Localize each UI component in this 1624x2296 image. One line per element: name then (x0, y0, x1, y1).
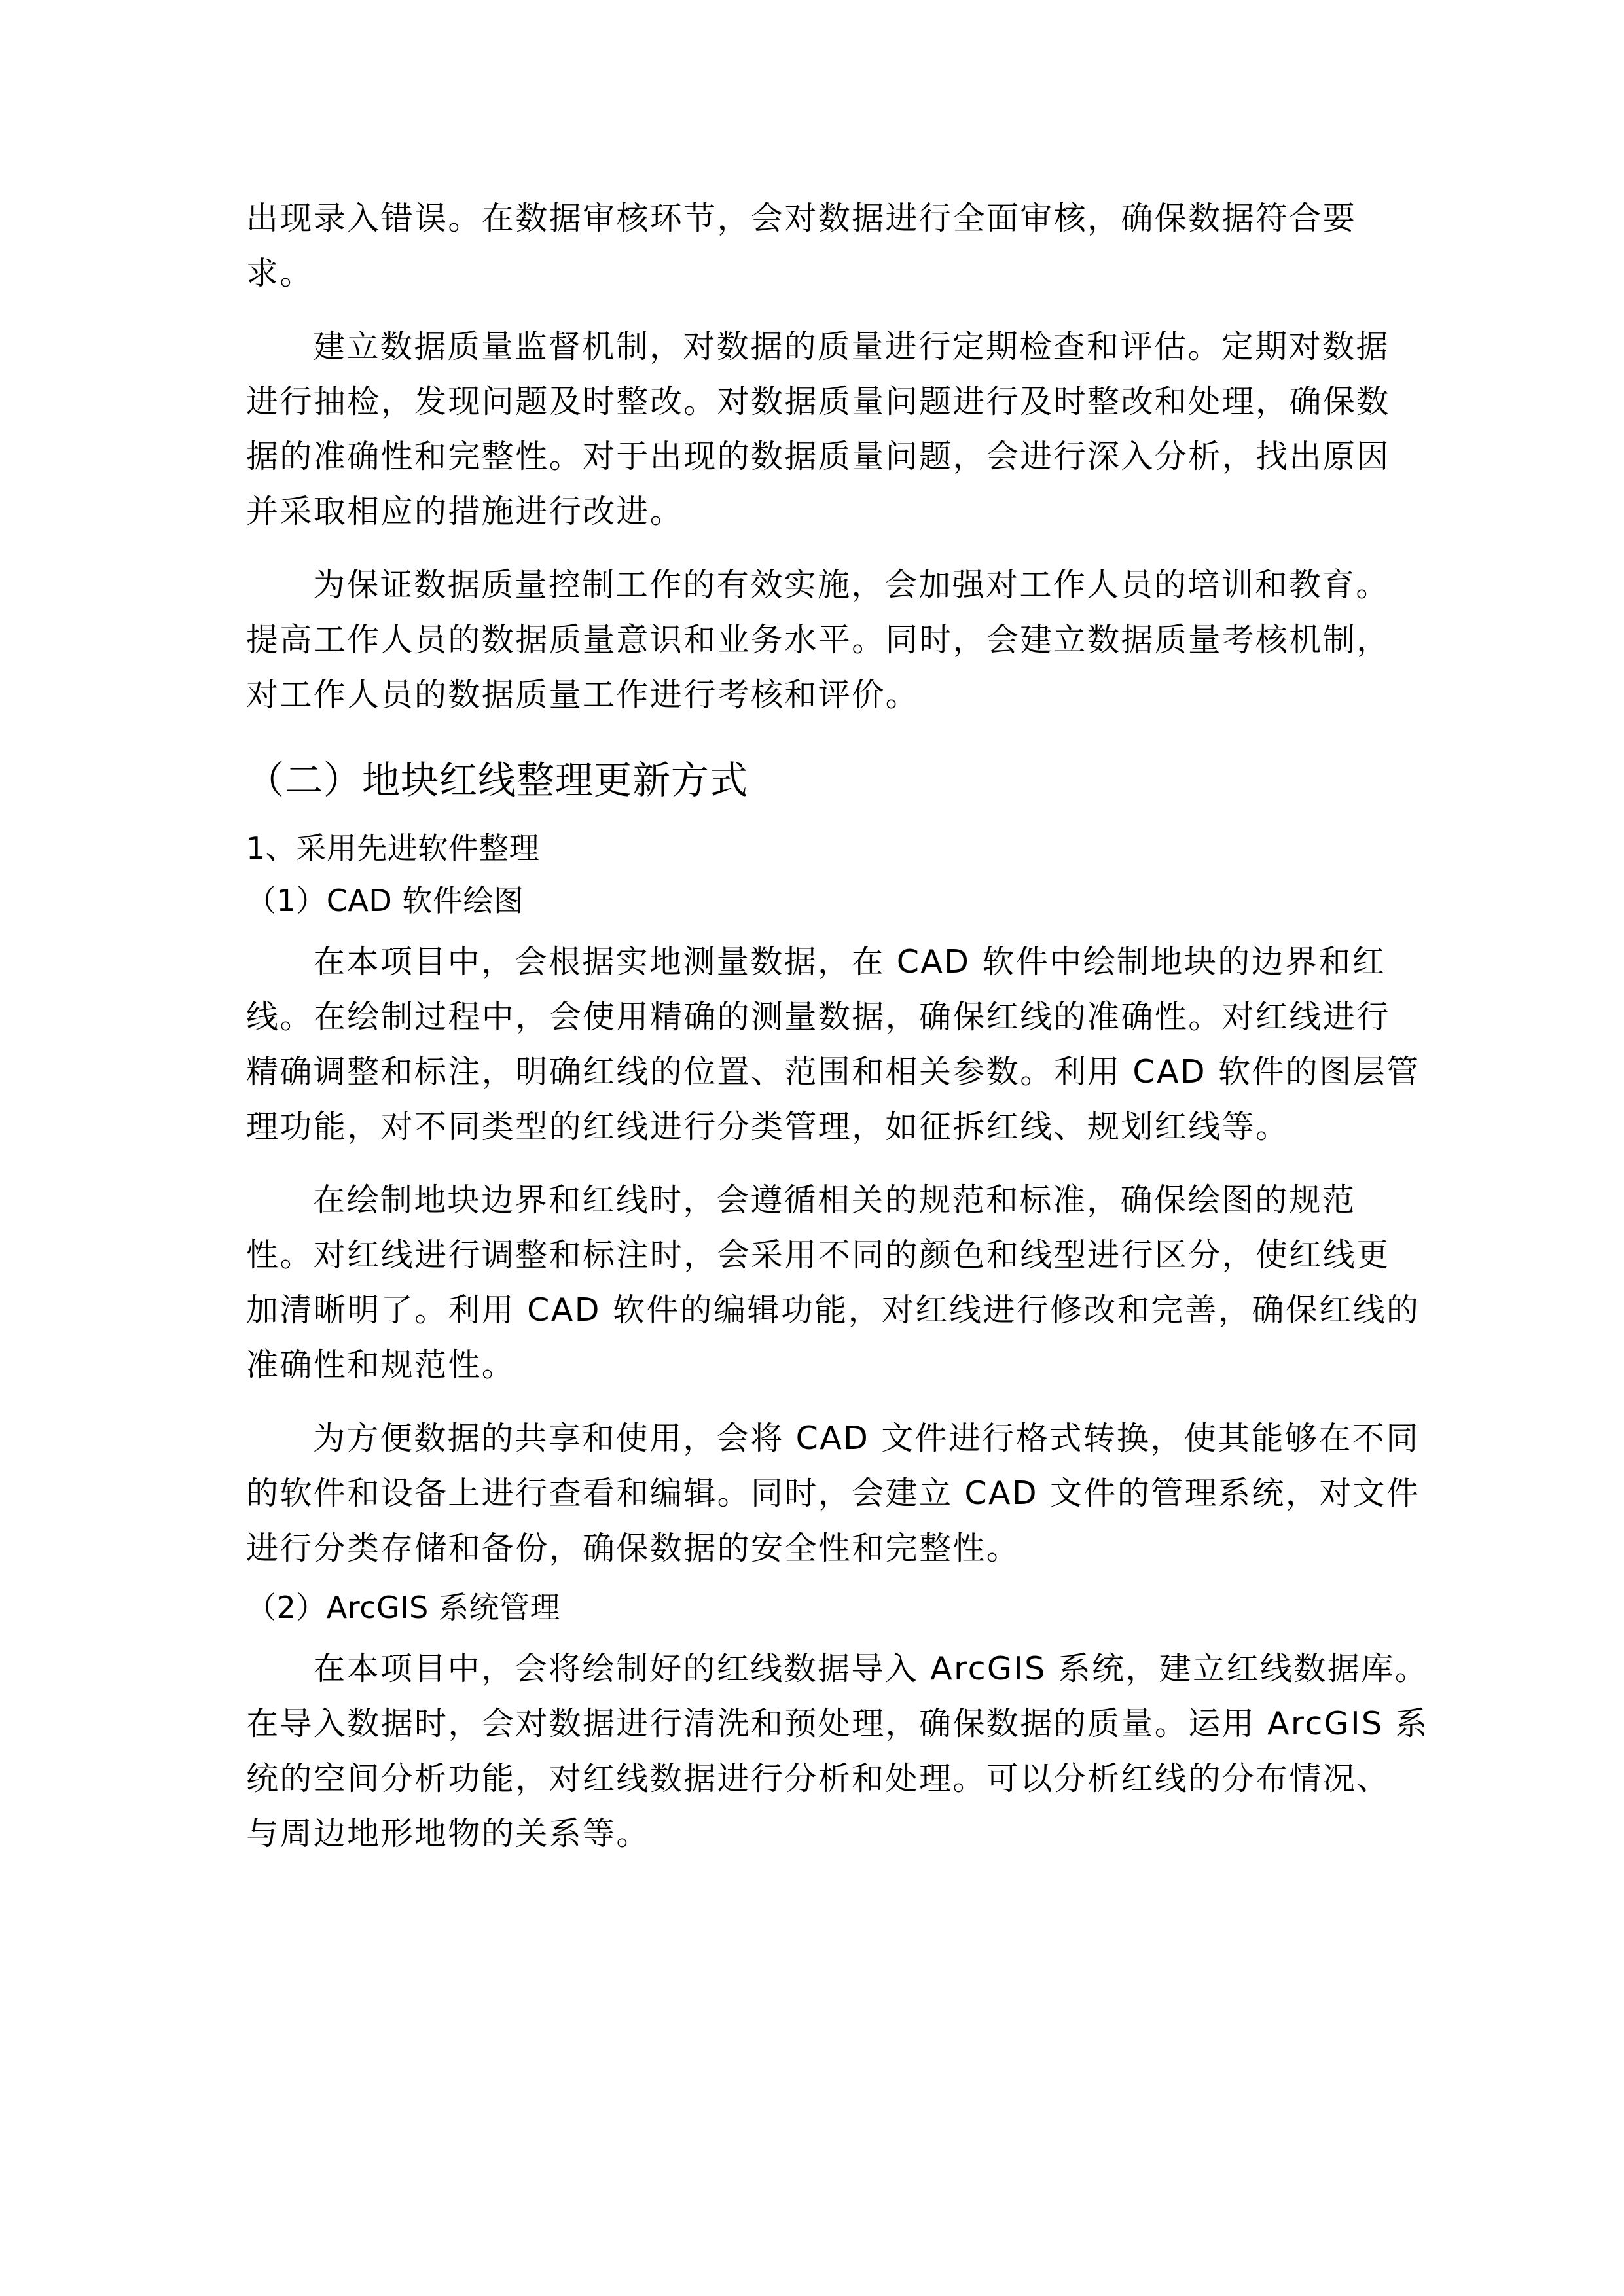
text-line: 与周边地形地物的关系等。 (246, 1815, 650, 1852)
text-line: 为保证数据质量控制工作的有效实施，会加强对工作人员的培训和教育。 (313, 566, 1390, 603)
paragraph-cad-drawing (246, 935, 1420, 1155)
text-line: 建立数据质量监督机制，对数据的质量进行定期检查和评估。定期对数据 (313, 328, 1390, 365)
text-line: 性。对红线进行调整和标注时，会采用不同的颜色和线型进行区分，使红线更 (246, 1236, 1390, 1274)
text-line: 为方便数据的共享和使用，会将 CAD 文件进行格式转换，使其能够在不同 (313, 1420, 1420, 1457)
paragraph-cad-standards (246, 1173, 1420, 1393)
paragraph-cad-sharing (246, 1411, 1420, 1576)
text-line: 提高工作人员的数据质量意识和业务水平。同时，会建立数据质量考核机制， (246, 621, 1390, 658)
text-line: 据的准确性和完整性。对于出现的数据质量问题，会进行深入分析，找出原因 (246, 438, 1390, 475)
text-line: 在导入数据时，会对数据进行清洗和预处理，确保数据的质量。运用 ArcGIS 系 (246, 1705, 1429, 1742)
subheading-arcgis: （2）ArcGIS 系统管理 (246, 1590, 560, 1625)
subheading: 1、采用先进软件整理 (246, 831, 540, 866)
section-heading: （二）地块红线整理更新方式 (246, 758, 749, 802)
text-line: 求。 (246, 255, 314, 292)
paragraph-arcgis (246, 1641, 1429, 1861)
paragraph-training (246, 558, 1390, 723)
paragraph-quality-supervision (246, 319, 1390, 539)
text-line: 并采取相应的措施进行改进。 (246, 493, 684, 530)
text-line: 进行抽检，发现问题及时整改。对数据质量问题进行及时整改和处理，确保数 (246, 383, 1390, 420)
text-line: 进行分类存储和备份，确保数据的安全性和完整性。 (246, 1530, 1020, 1567)
text-line: 在本项目中，会根据实地测量数据，在 CAD 软件中绘制地块的边界和红 (313, 943, 1386, 980)
text-line: 在绘制地块边界和红线时，会遵循相关的规范和标准，确保绘图的规范 (313, 1181, 1356, 1219)
text-line: 准确性和规范性。 (246, 1346, 516, 1384)
subheading-cad: （1）CAD 软件绘图 (246, 883, 524, 918)
paragraph-continuation (246, 191, 1385, 301)
text-line: 对工作人员的数据质量工作进行考核和评价。 (246, 676, 920, 713)
text-line: 出现录入错误。在数据审核环节，会对数据进行全面审核，确保数据符合要 (246, 200, 1357, 237)
text-line: 线。在绘制过程中，会使用精确的测量数据，确保红线的准确性。对红线进行 (246, 998, 1390, 1035)
text-line: 理功能，对不同类型的红线进行分类管理，如征拆红线、规划红线等。 (246, 1108, 1290, 1145)
text-line: 的软件和设备上进行查看和编辑。同时，会建立 CAD 文件的管理系统，对文件 (246, 1475, 1420, 1512)
text-line: 在本项目中，会将绘制好的红线数据导入 ArcGIS 系统，建立红线数据库。 (313, 1650, 1429, 1687)
text-line: 精确调整和标注，明确红线的位置、范围和相关参数。利用 CAD 软件的图层管 (246, 1053, 1420, 1090)
document-body (246, 191, 1429, 1861)
text-line: 加清晰明了。利用 CAD 软件的编辑功能，对红线进行修改和完善，确保红线的 (246, 1291, 1420, 1329)
text-line: 统的空间分析功能，对红线数据进行分析和处理。可以分析红线的分布情况、 (246, 1760, 1390, 1797)
